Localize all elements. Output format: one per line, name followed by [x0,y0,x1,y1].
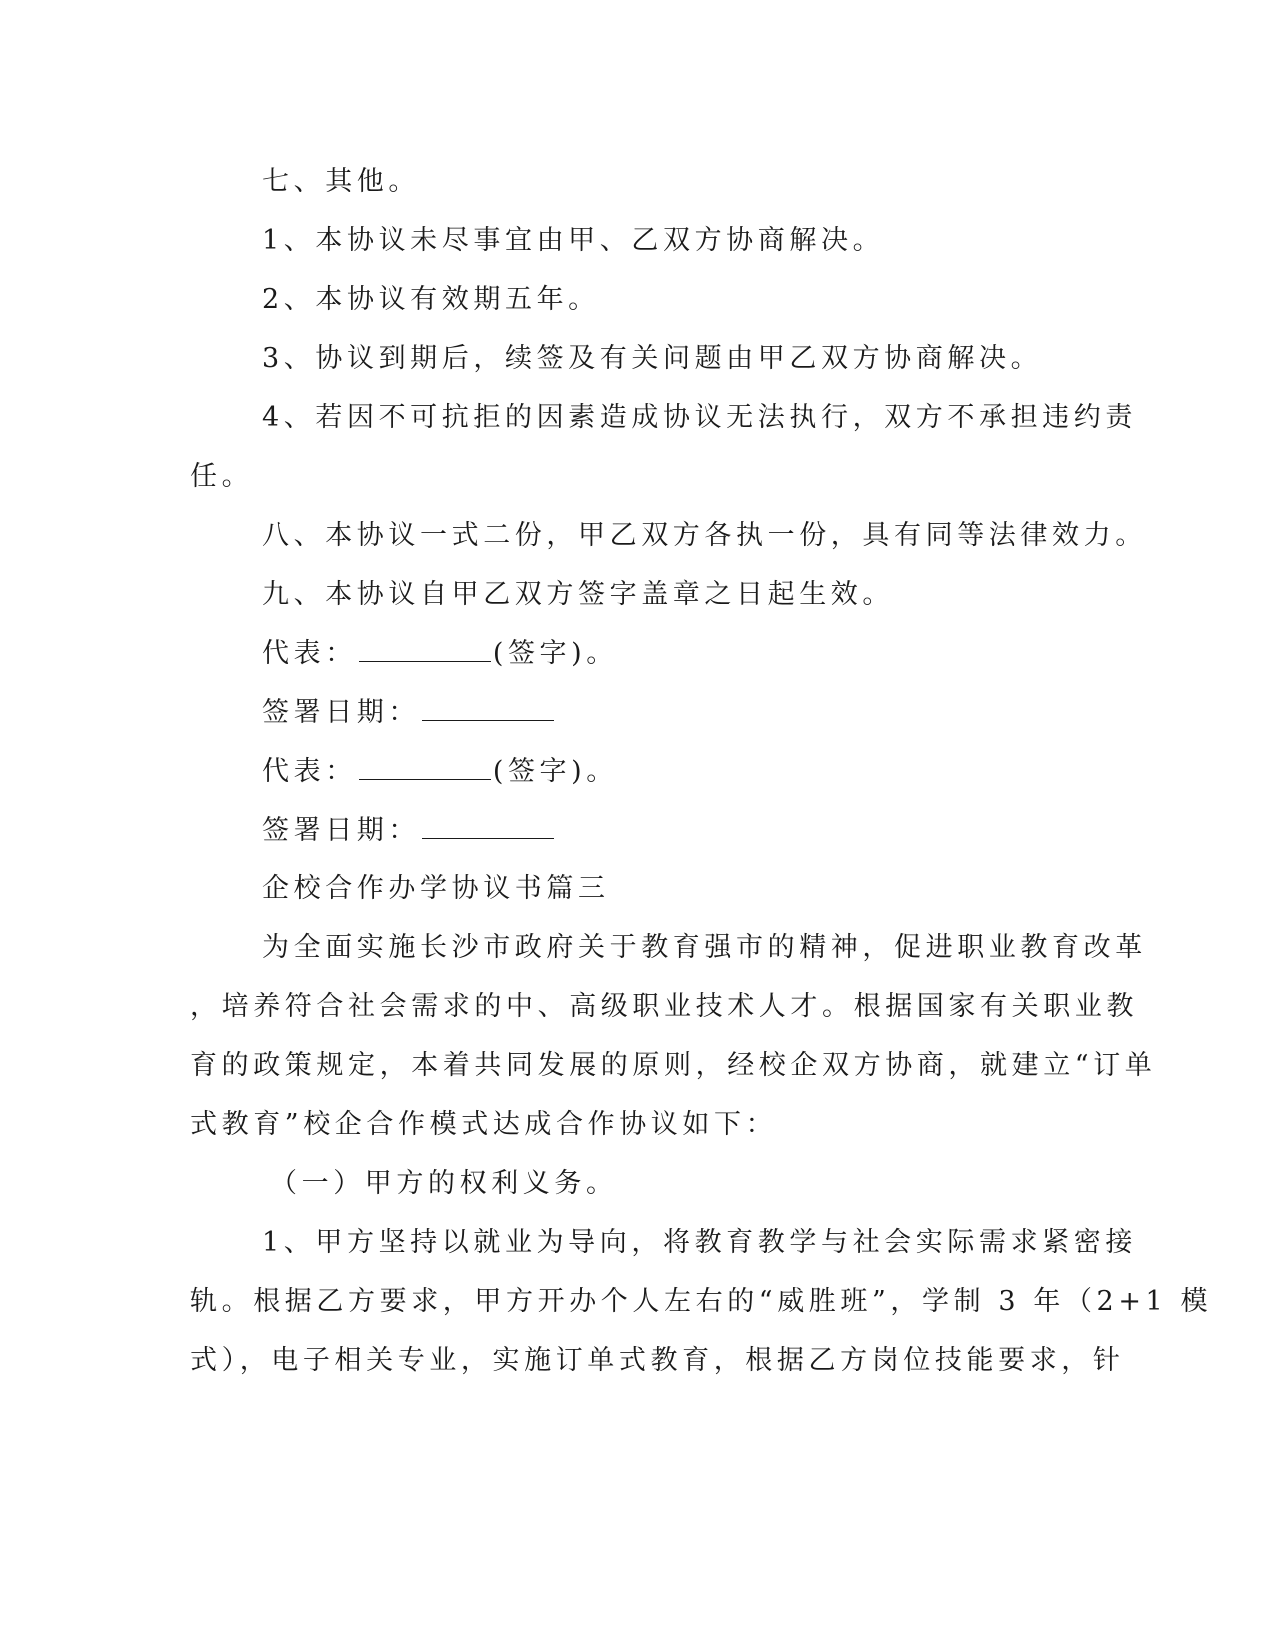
party-a-item-1-line-2: 轨。根据乙方要求，甲方开办个人左右的“威胜班”，学制 3 年（2+1 模 [190,1286,1213,1317]
intro-line-1: 为全面实施长沙市政府关于教育强市的精神，促进职业教育改革 [262,932,1147,963]
date-blank [422,814,554,839]
signature-date-line [262,696,556,730]
section-9: 九、本协议自甲乙双方签字盖章之日起生效。 [262,579,894,610]
date-label: 签署日期： [262,697,420,728]
section-7-item-3: 3、协议到期后，续签及有关问题由甲乙双方协商解决。 [262,343,1043,374]
party-a-heading: （一）甲方的权利义务。 [270,1168,618,1199]
section-8: 八、本协议一式二份，甲乙双方各执一份，具有同等法律效力。 [262,520,1147,551]
signature-blank [359,637,491,662]
section-7-item-4-line-2: 任。 [190,461,254,492]
section-7-item-4-line-1: 4、若因不可抗拒的因素造成协议无法执行，双方不承担违约责 [262,402,1137,433]
party-a-item-1-line-3: 式），电子相关专业，实施订单式教育，根据乙方岗位技能要求，针 [190,1345,1125,1376]
party-a-item-1-line-1: 1、甲方坚持以就业为导向，将教育教学与社会实际需求紧密接 [262,1227,1137,1258]
signature-rep-line [262,755,618,789]
section-7-heading: 七、其他。 [262,166,420,197]
section-7-item-2: 2、本协议有效期五年。 [262,284,600,315]
section-7-item-1: 1、本协议未尽事宜由甲、乙双方协商解决。 [262,225,885,256]
rep-label: 代表： [262,756,357,787]
intro-line-3: 育的政策规定，本着共同发展的原则，经校企双方协商，就建立“订单 [190,1050,1157,1081]
date-label: 签署日期： [262,815,420,846]
signature-rep-line [262,637,618,671]
date-blank [422,696,554,721]
signature-date-line [262,814,556,848]
intro-line-4: 式教育”校企合作模式达成合作协议如下： [190,1109,778,1140]
part-3-title: 企校合作办学协议书篇三 [262,873,610,904]
intro-line-2: ，培养符合社会需求的中、高级职业技术人才。根据国家有关职业教 [190,991,1138,1022]
signature-blank [359,755,491,780]
rep-label: 代表： [262,638,357,669]
rep-suffix: (签字)。 [492,638,618,669]
rep-suffix: (签字)。 [492,756,618,787]
